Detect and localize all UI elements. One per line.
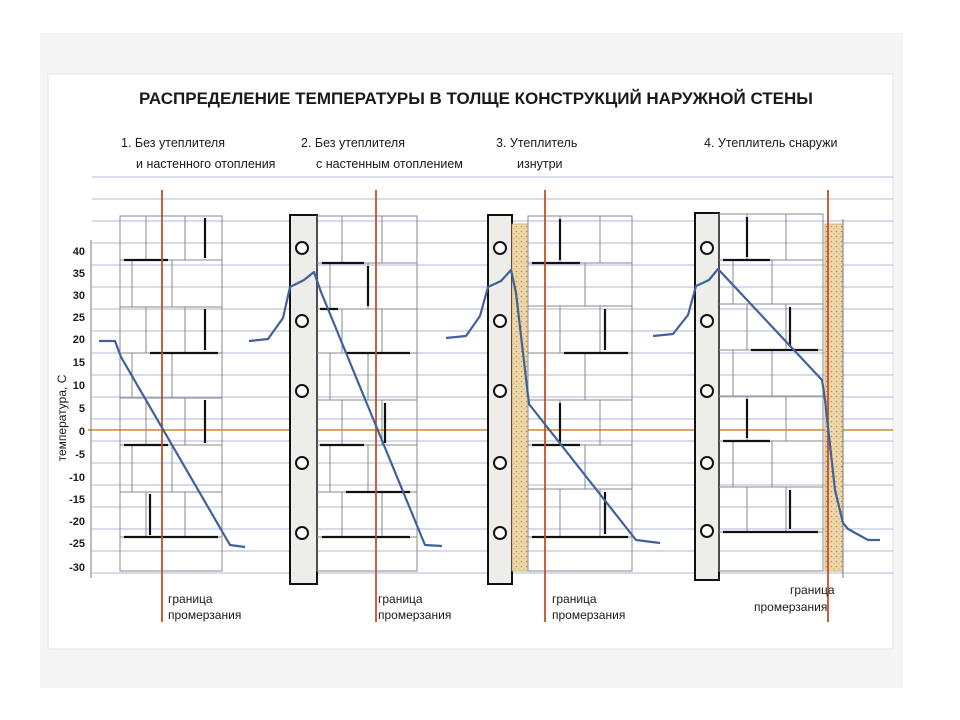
freezing-boundary-label-line2: промерзания	[378, 608, 452, 622]
y-axis-label: температура, С	[55, 374, 69, 462]
tick-label: 5	[78, 403, 85, 415]
freezing-boundary-label-line1: граница	[168, 592, 213, 606]
tick-label: -20	[69, 516, 85, 528]
case-3-caption-line2: изнутри	[517, 157, 563, 171]
heating-panel	[695, 213, 719, 580]
tick-label: 25	[72, 312, 85, 324]
case-4-caption-line1: 4. Утеплитель снаружи	[704, 136, 838, 150]
tick-label: 35	[72, 268, 85, 280]
heating-panel	[488, 215, 512, 584]
freezing-boundary-label-line2: промерзания	[754, 600, 828, 614]
tick-label: -15	[69, 494, 85, 506]
tick-label: -30	[69, 562, 85, 574]
case-2-caption-line2: с настенным отоплением	[316, 157, 463, 171]
tick-label: -25	[69, 538, 85, 550]
case-1-caption-line2: и настенного отопления	[136, 157, 276, 171]
tick-label: 30	[72, 290, 85, 302]
case-2-caption-line1: 2. Без утеплителя	[301, 136, 405, 150]
tick-label: 15	[72, 357, 85, 369]
tick-label: -10	[69, 472, 85, 484]
tick-label: -5	[75, 449, 85, 461]
freezing-boundary-label-line2: промерзания	[168, 608, 242, 622]
freezing-boundary-label-line2: промерзания	[552, 608, 626, 622]
diagram-title: РАСПРЕДЕЛЕНИЕ ТЕМПЕРАТУРЫ В ТОЛЩЕ КОНСТРУКЦИЙ НАРУЖНОЙ СТЕНЫ	[139, 89, 813, 108]
case-3-caption-line1: 3. Утеплитель	[496, 136, 578, 150]
freezing-boundary-label-line1: граница	[790, 583, 835, 597]
freezing-boundary-label-line1: граница	[552, 592, 597, 606]
tick-label: 0	[78, 426, 85, 438]
tick-label: 40	[72, 246, 85, 258]
heating-panel	[290, 215, 317, 584]
freezing-boundary-label-line1: граница	[378, 592, 423, 606]
case-1-caption-line1: 1. Без утеплителя	[121, 136, 225, 150]
insulation-layer	[512, 224, 528, 571]
tick-label: 10	[72, 380, 85, 392]
tick-label: 20	[72, 334, 85, 346]
